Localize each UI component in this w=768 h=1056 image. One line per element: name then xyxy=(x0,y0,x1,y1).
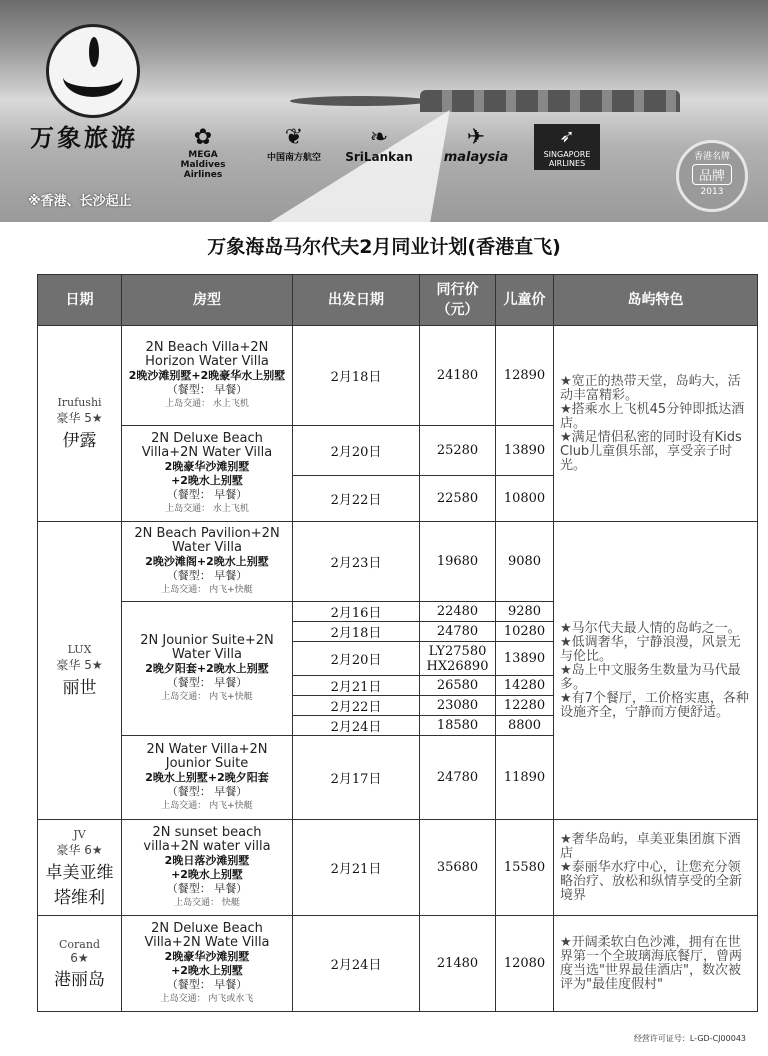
feature-item: ★有7个餐厅，工价格实惠，各种设施齐全，宁静而方便舒适。 xyxy=(560,690,749,720)
table-header-row xyxy=(38,275,758,326)
table-row xyxy=(38,820,758,916)
child-price: 8800 xyxy=(496,716,554,736)
child-price: 10280 xyxy=(496,622,554,642)
peer-price: 35680 xyxy=(420,820,496,916)
header-date: 日期 xyxy=(38,275,122,326)
room-cn: 2晚夕阳套+2晚水上别墅 xyxy=(145,661,269,675)
airline-china-southern: ❦ 中国南方航空 xyxy=(256,126,332,163)
kite-icon: ✈ xyxy=(466,125,486,150)
departure-date: 2月22日 xyxy=(293,696,420,716)
brand-award-seal: 香港名牌 品牌 2013 xyxy=(676,140,748,212)
peer-price: 24780 xyxy=(420,622,496,642)
departure-date: 2月20日 xyxy=(293,642,420,676)
room-cn: 2晚豪华沙滩别墅 +2晚水上别墅 xyxy=(164,459,250,487)
transfer-type: 上岛交通： 内飞+快艇 xyxy=(161,800,253,811)
page-title: 万象海岛马尔代夫2月同业计划(香港直飞) xyxy=(207,236,561,258)
departure-date: 2月17日 xyxy=(293,736,420,820)
bird-icon: ➶ xyxy=(559,126,575,147)
room-cell xyxy=(122,522,293,602)
airline-singapore: ➶ SINGAPORE AIRLINES xyxy=(534,124,600,170)
child-price: 12080 xyxy=(496,916,554,1012)
feature-cell xyxy=(554,522,758,820)
room-en: 2N sunset beach villa+2N water villa xyxy=(143,824,271,854)
child-price: 12890 xyxy=(496,326,554,426)
feature-item: ★搭乘水上飞机45分钟即抵达酒店。 xyxy=(560,401,745,431)
departure-date: 2月18日 xyxy=(293,622,420,642)
license-number: 经营许可证号：L-GD-CJ00043 xyxy=(633,1034,746,1043)
island-name-cn: 丽世 xyxy=(62,678,97,698)
water-villas xyxy=(420,90,680,112)
child-price: 9080 xyxy=(496,522,554,602)
transfer-type: 上岛交通： 内飞+快艇 xyxy=(161,691,253,702)
child-price: 15580 xyxy=(496,820,554,916)
flower-icon: ✿ xyxy=(193,125,213,150)
table-row xyxy=(38,916,758,1012)
island-name-en: LUX xyxy=(67,643,92,656)
feature-item: ★泰丽华水疗中心，让您充分领略治疗、放松和纵情享受的全新境界 xyxy=(560,859,743,903)
child-price: 13890 xyxy=(496,642,554,676)
departure-date: 2月16日 xyxy=(293,602,420,622)
peer-price: 22480 xyxy=(420,602,496,622)
island-name-en: JV xyxy=(73,827,86,841)
island-name-cn: 伊露 xyxy=(62,431,97,451)
meal-type: （餐型： 早餐） xyxy=(166,568,248,582)
island-name-en: Corand xyxy=(59,937,100,951)
room-cell xyxy=(122,736,293,820)
island-silhouette xyxy=(290,96,430,106)
room-en: 2N Beach Villa+2N Horizon Water Villa xyxy=(145,339,269,369)
peer-price: 24180 xyxy=(420,326,496,426)
child-price: 14280 xyxy=(496,676,554,696)
header-child-price: 儿童价 xyxy=(496,275,554,326)
island-cell xyxy=(38,820,122,916)
peer-price: 25280 xyxy=(420,426,496,476)
room-cell xyxy=(122,602,293,736)
island-cell xyxy=(38,326,122,522)
header-departure: 出发日期 xyxy=(293,275,420,326)
island-name-cn: 港丽岛 xyxy=(54,969,105,990)
departure-date: 2月20日 xyxy=(293,426,420,476)
brand-logo xyxy=(46,24,140,118)
feature-item: ★马尔代夫最人情的岛屿之一。 xyxy=(560,620,741,636)
room-en: 2N Jounior Suite+2N Water Villa xyxy=(140,632,274,662)
room-en: 2N Water Villa+2N Jounior Suite xyxy=(146,741,268,771)
island-rank: 豪华 5★ xyxy=(56,411,103,425)
child-price: 10800 xyxy=(496,476,554,522)
island-rank: 豪华 5★ xyxy=(56,658,103,672)
island-rank: 豪华 6★ xyxy=(56,842,103,857)
departure-date: 2月18日 xyxy=(293,326,420,426)
peer-price: 24780 xyxy=(420,736,496,820)
peer-price: 19680 xyxy=(420,522,496,602)
feature-item: ★低调奢华，宁静浪漫，风景无与伦比。 xyxy=(560,634,741,664)
room-cn: 2晚沙滩别墅+2晚豪华水上别墅 xyxy=(128,368,286,382)
child-price: 11890 xyxy=(496,736,554,820)
transfer-type: 上岛交通： 快艇 xyxy=(174,897,240,908)
room-cell xyxy=(122,916,293,1012)
island-cell xyxy=(38,522,122,820)
feature-item: ★开阔柔软白色沙滩，拥有在世界第一个全玻璃海底餐厅，曾两度当选"世界最佳酒店"，数次被评为"最佳度假村" xyxy=(560,934,743,992)
child-price: 9280 xyxy=(496,602,554,622)
departure-date: 2月24日 xyxy=(293,916,420,1012)
feature-cell xyxy=(554,820,758,916)
peer-price: LY27580 HX26890 xyxy=(420,642,496,676)
table-row xyxy=(38,326,758,426)
room-en: 2N Beach Pavilion+2N Water Villa xyxy=(134,525,280,555)
airline-mega: ✿ MEGA Maldives Airlines xyxy=(160,126,246,180)
room-cn: 2晚日落沙滩别墅 +2晚水上别墅 xyxy=(164,853,250,881)
room-cell xyxy=(122,326,293,426)
peer-price: 22580 xyxy=(420,476,496,522)
logo-figure-icon xyxy=(89,37,99,67)
departure-date: 2月23日 xyxy=(293,522,420,602)
peer-price: 21480 xyxy=(420,916,496,1012)
room-cell xyxy=(122,820,293,916)
meal-type: （餐型： 早餐） xyxy=(166,977,248,991)
feature-item: ★宽正的热带天堂，岛屿大，活动丰富精彩。 xyxy=(560,373,741,403)
child-price: 13890 xyxy=(496,426,554,476)
departure-date: 2月24日 xyxy=(293,716,420,736)
header-price: 同行价 （元） xyxy=(420,275,496,326)
table-row xyxy=(38,522,758,602)
island-cell xyxy=(38,916,122,1012)
brand-name: 万象旅游 xyxy=(30,123,138,152)
transfer-type: 上岛交通： 水上飞机 xyxy=(165,398,249,409)
island-rank: 6★ xyxy=(70,950,89,965)
island-name-en: Irufushi xyxy=(57,396,102,409)
room-cell xyxy=(122,426,293,522)
child-price: 12280 xyxy=(496,696,554,716)
departure-date: 2月21日 xyxy=(293,676,420,696)
feature-item: ★岛上中文服务生数量为马代最多。 xyxy=(560,662,741,692)
header-feature: 岛屿特色 xyxy=(554,275,758,326)
transfer-type: 上岛交通： 内飞+快艇 xyxy=(161,584,253,595)
meal-type: （餐型： 早餐） xyxy=(166,784,248,798)
meal-type: （餐型： 早餐） xyxy=(166,881,248,895)
departure-date: 2月22日 xyxy=(293,476,420,522)
origin-note: ※香港、长沙起止 xyxy=(28,194,132,209)
hero-banner xyxy=(0,0,768,222)
airline-malaysia: ✈ malaysia xyxy=(430,126,522,165)
room-en: 2N Deluxe Beach Villa+2N Water Villa xyxy=(141,430,273,460)
island-name-cn: 卓美亚维塔维利 xyxy=(45,862,114,908)
meal-type: （餐型： 早餐） xyxy=(166,487,248,501)
room-cn: 2晚水上别墅+2晚夕阳套 xyxy=(145,770,269,784)
room-en: 2N Deluxe Beach Villa+2N Wate Villa xyxy=(144,920,270,950)
feature-cell xyxy=(554,916,758,1012)
feature-item: ★满足情侣私密的同时设有Kids Club儿童俱乐部，享受亲子时光。 xyxy=(560,429,742,473)
room-cn: 2晚沙滩阁+2晚水上别墅 xyxy=(145,554,269,568)
room-cn: 2晚豪华沙滩别墅 +2晚水上别墅 xyxy=(164,949,250,977)
feature-cell xyxy=(554,326,758,522)
peer-price: 26580 xyxy=(420,676,496,696)
departure-date: 2月21日 xyxy=(293,820,420,916)
feature-item: ★奢华岛屿，卓美亚集团旗下酒店 xyxy=(560,831,741,861)
price-table xyxy=(37,274,758,1012)
kapok-icon: ❦ xyxy=(284,125,304,150)
peacock-icon: ❧ xyxy=(369,125,389,150)
peer-price: 18580 xyxy=(420,716,496,736)
meal-type: （餐型： 早餐） xyxy=(166,382,248,396)
meal-type: （餐型： 早餐） xyxy=(166,675,248,689)
peer-price: 23080 xyxy=(420,696,496,716)
airline-srilankan: ❧ SriLankan xyxy=(340,126,418,164)
transfer-type: 上岛交通： 水上飞机 xyxy=(165,503,249,514)
transfer-type: 上岛交通： 内飞或水飞 xyxy=(160,993,254,1004)
header-room: 房型 xyxy=(122,275,293,326)
